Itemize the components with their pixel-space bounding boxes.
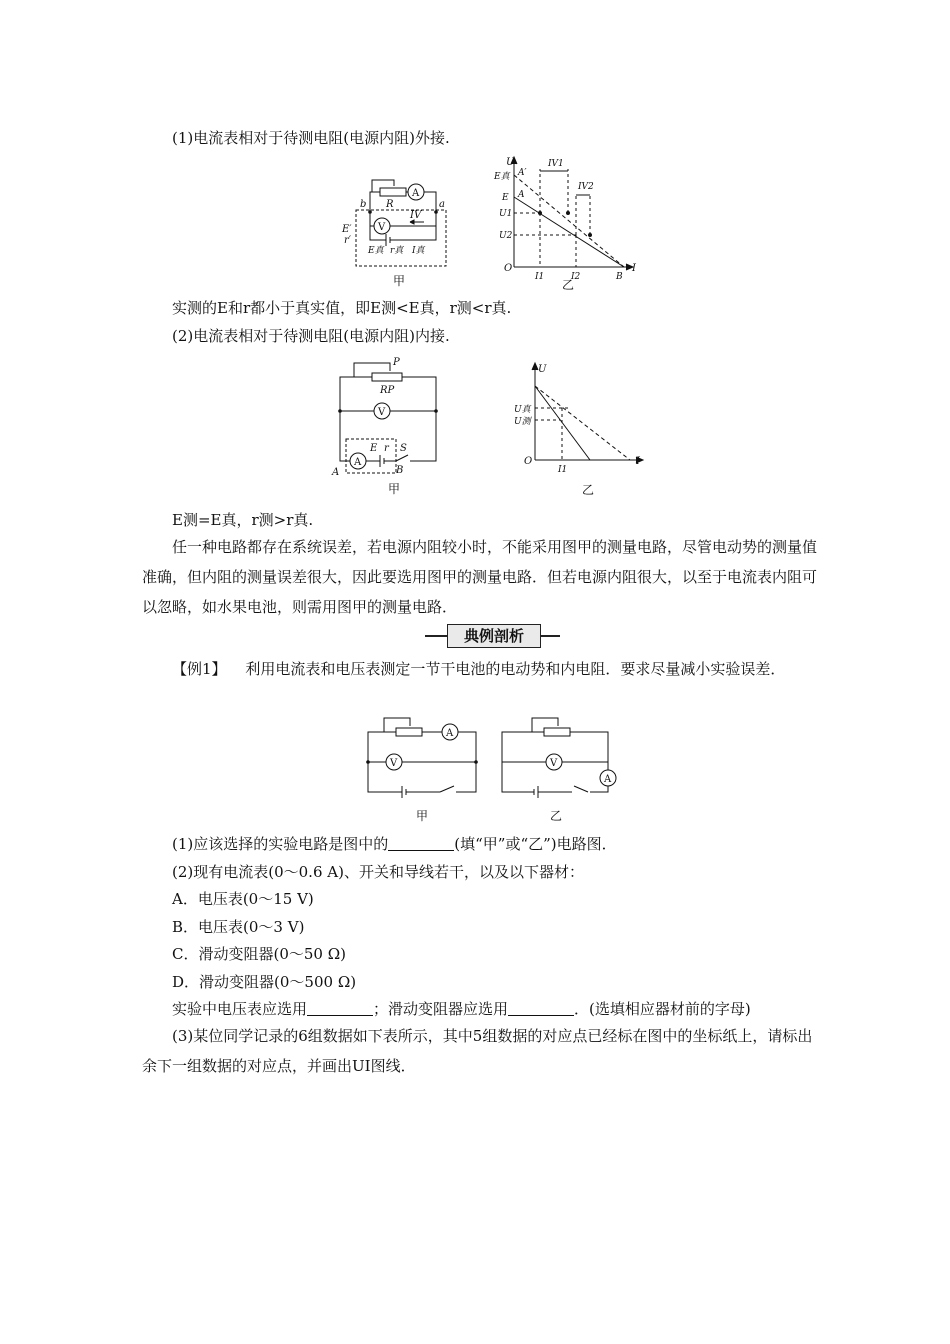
label-U2: U2 xyxy=(499,231,513,241)
label-I1: I1 xyxy=(558,465,568,475)
node-b-dot xyxy=(368,210,372,214)
section-1-result-prefix: 实测的E和r都小于真实值，即 xyxy=(172,299,371,317)
label-ammeter: A xyxy=(446,728,454,739)
figure-3-circuit-jia xyxy=(362,712,482,824)
title-bar-left xyxy=(425,635,447,637)
label-a: a xyxy=(439,199,445,210)
label-P: P xyxy=(393,357,400,368)
label-I2: I2 xyxy=(571,272,581,282)
figure-3-circuit-yi xyxy=(496,712,626,824)
label-E: E xyxy=(502,193,509,203)
label-S: S xyxy=(400,443,407,454)
figure-1-circuit-jia xyxy=(340,170,460,288)
option-b: B．电压表(0～3 V) xyxy=(172,918,305,936)
label-r-prime: r′ xyxy=(344,235,352,246)
label-voltmeter: V xyxy=(390,758,398,769)
point-1 xyxy=(538,211,542,215)
origin-label: O xyxy=(504,263,513,274)
label-A: A xyxy=(518,190,525,200)
answer-blank-1[interactable] xyxy=(388,836,454,851)
section-2-heading: (2)电流表相对于待测电阻(电源内阻)内接. xyxy=(172,327,450,345)
label-Rp: RP xyxy=(380,385,395,396)
question-3: (3)某位同学记录的6组数据如下表所示，其中5组数据的对应点已经标在图中的坐标纸上，请标出余下一组数据的对应点，并画出UI图线． xyxy=(142,1027,813,1075)
label-R: R xyxy=(386,199,394,210)
section-1-result-expr: E测<E真，r测<r真. xyxy=(370,299,512,317)
label-ammeter: A xyxy=(604,774,612,785)
example-label: 【例1】 xyxy=(172,660,227,678)
example-stem-text: 利用电流表和电压表测定一节干电池的电动势和内电阻．要求尽量减小实验误差． xyxy=(245,660,786,678)
question-1 xyxy=(172,834,617,854)
section-1-result xyxy=(172,298,511,318)
label-U-meas: U测 xyxy=(514,417,531,427)
discussion-paragraph: 任一种电路都存在系统误差，若电源内阻较小时，不能采用图甲的测量电路，尽管电动势的测量值准确，但内阻的测量误差很大，因此要选用图甲的测量电路．但若电源内阻很大，以至于电流表内阻可以忽略，如水果电池，则需用图甲的测量电路． xyxy=(142,538,818,616)
figure-caption-jia: 甲 xyxy=(393,274,406,288)
label-B: B xyxy=(616,272,623,282)
label-E-prime: E′ xyxy=(342,224,352,235)
node-dot-right xyxy=(434,409,438,413)
label-A-node: A xyxy=(332,467,340,478)
label-U-true: U真 xyxy=(514,405,531,415)
axis-label-U: U xyxy=(538,364,547,375)
example-1-stem xyxy=(142,654,818,684)
answer-blank-3[interactable] xyxy=(508,1001,574,1016)
figure-2-graph-yi xyxy=(510,360,650,500)
point-2 xyxy=(566,211,570,215)
label-Iv: IV xyxy=(410,210,422,221)
label-E-true: E真 xyxy=(368,246,384,256)
label-ammeter: A xyxy=(412,188,420,199)
node-dot-left xyxy=(366,760,370,764)
option-d: D．滑动变阻器(0～500 Ω) xyxy=(172,973,357,991)
axis-label-U: U xyxy=(506,157,515,168)
node-dot-right xyxy=(474,760,478,764)
label-voltmeter: V xyxy=(550,758,558,769)
figure-caption-yi: 乙 xyxy=(562,278,575,292)
question-2-intro: (2)现有电流表(0～0.6 A)、开关和导线若干，以及以下器材： xyxy=(172,863,584,881)
figure-2-circuit-jia xyxy=(330,355,455,500)
label-E-true: E真 xyxy=(494,172,510,182)
section-title-label: 典例剖析 xyxy=(447,624,541,648)
figure-1-graph-yi xyxy=(492,155,642,290)
label-r-true: r真 xyxy=(390,246,404,256)
section-title xyxy=(425,624,560,648)
point-3 xyxy=(588,233,592,237)
axis-label-I: I xyxy=(636,456,640,467)
question-2-select-3: ．(选填相应器材前的字母) xyxy=(574,1000,751,1018)
origin-label: O xyxy=(524,456,533,467)
option-a: A．电压表(0～15 V) xyxy=(172,890,314,908)
figure-caption-yi: 乙 xyxy=(582,483,595,497)
figure-caption-yi: 乙 xyxy=(550,809,563,823)
axis-label-I: I xyxy=(632,263,636,274)
label-U1: U1 xyxy=(499,209,513,219)
label-A-prime: A′ xyxy=(518,168,527,178)
label-I-true: I真 xyxy=(412,246,425,256)
label-ammeter: A xyxy=(354,457,362,468)
section-2-result: E测=E真，r测>r真. xyxy=(172,511,314,529)
node-a-dot xyxy=(434,210,438,214)
option-c: C．滑动变阻器(0～50 Ω) xyxy=(172,945,347,963)
node-dot-left xyxy=(338,409,342,413)
question-1-after: (填“甲”或“乙”)电路图． xyxy=(454,835,617,853)
title-bar-right xyxy=(541,635,560,637)
label-r: r xyxy=(384,443,389,454)
label-Iv2: IV2 xyxy=(578,182,594,192)
question-2-select-1: 实验中电压表应选用 xyxy=(172,1000,308,1018)
label-Iv1: IV1 xyxy=(548,159,564,169)
label-voltmeter: V xyxy=(378,222,386,233)
question-2-select xyxy=(172,999,751,1019)
label-I1: I1 xyxy=(535,272,545,282)
answer-blank-2[interactable] xyxy=(307,1001,373,1016)
figure-caption-jia: 甲 xyxy=(416,809,429,823)
label-b: b xyxy=(360,199,367,210)
label-voltmeter: V xyxy=(378,407,386,418)
label-B-node: B xyxy=(396,465,404,476)
question-2-select-2: ；滑动变阻器应选用 xyxy=(373,1000,509,1018)
label-E: E xyxy=(370,443,378,454)
figure-caption-jia: 甲 xyxy=(388,482,401,496)
section-1-heading: (1)电流表相对于待测电阻(电源内阻)外接. xyxy=(172,129,450,147)
question-1-before: (1)应该选择的实验电路是图中的 xyxy=(172,835,389,853)
